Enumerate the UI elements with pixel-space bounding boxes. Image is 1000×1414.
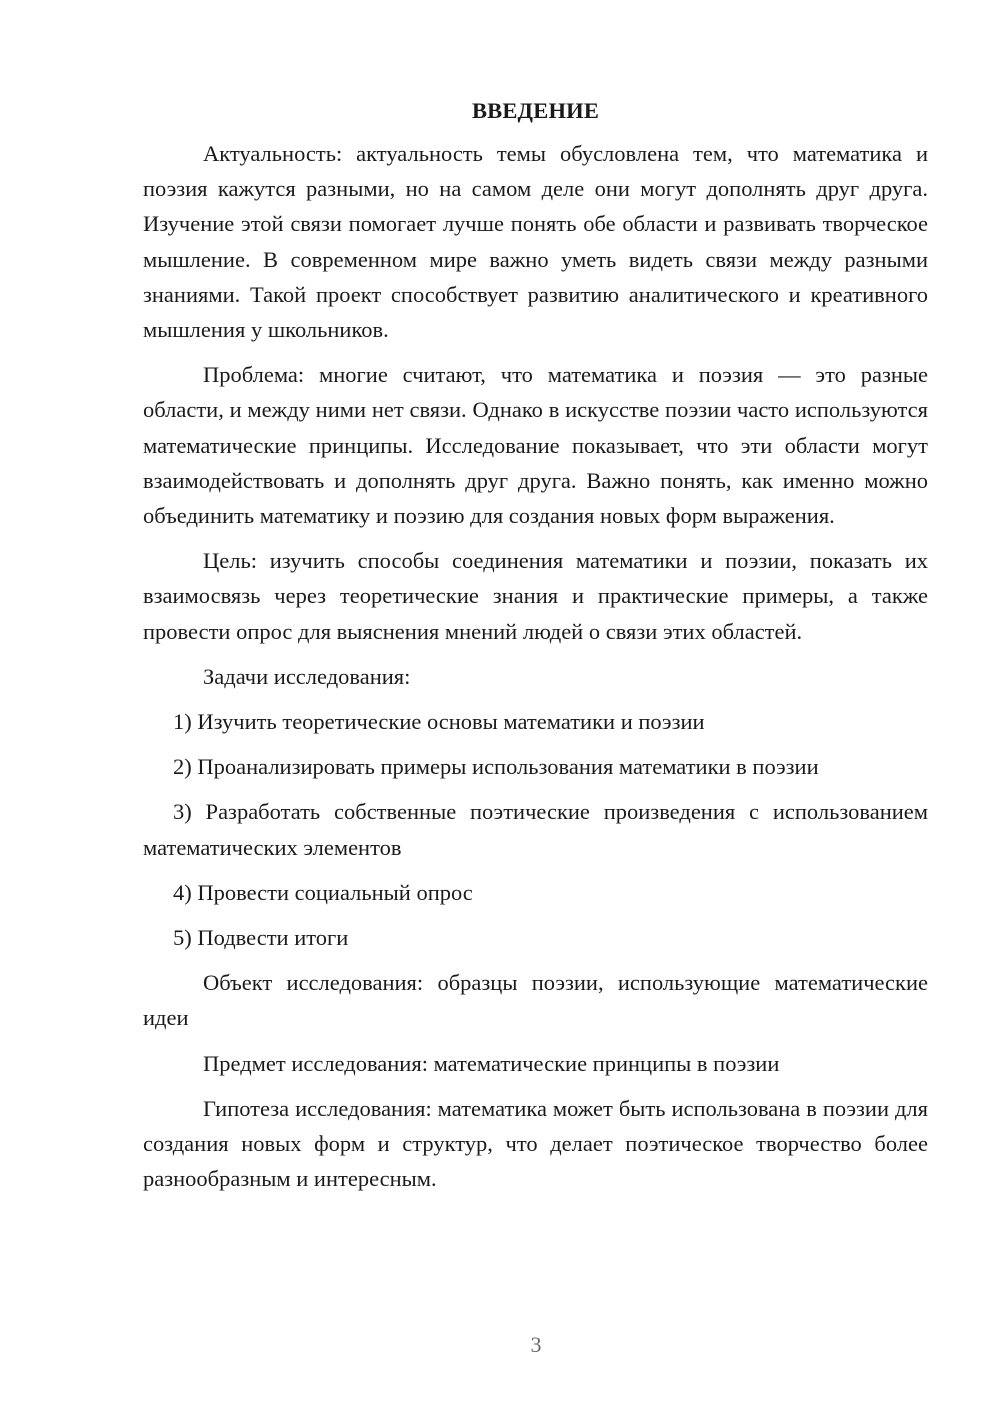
problem-paragraph: Проблема: многие считают, что математика и поэзия — это разные области, и между ними нет связи. Однако в искусстве поэзии часто используются математические принципы. Исследование показывает, что эти области могут взаимодействовать и дополнять друг друга. Важно понять, как именно можно объединить математику и поэзию для создания новых форм выражения. [143,362,928,529]
hypothesis-paragraph: Гипотеза исследования: математика может быть использована в поэзии для создания новых форм и структур, что делает поэтическое творчество более разнообразным и интересным. [143,1095,928,1192]
list-item: 1) Изучить теоретические основы математики и поэзии [173,709,705,735]
list-item: 5) Подвести итоги [173,925,349,951]
list-item: 2) Проанализировать примеры использования математики в поэзии [173,754,819,780]
subject-paragraph: Предмет исследования: математические принципы в поэзии [203,1050,780,1076]
relevance-paragraph: Актуальность: актуальность темы обусловлена тем, что математика и поэзия кажутся разными, но на самом деле они могут дополнять друг друга. Изучение этой связи помогает лучше понять обе области и развивать творческое мышление. В современном мире важно уметь видеть связи между разными знаниями. Такой проект способствует развитию аналитического и креативного мышления у школьников. [143,141,928,343]
tasks-heading: Задачи исследования: [203,663,411,689]
goal-paragraph: Цель: изучить способы соединения математики и поэзии, показать их взаимосвязь через теоретические знания и практические примеры, а также провести опрос для выяснения мнений людей о связи этих областей. [143,548,928,644]
object-paragraph: Объект исследования: образцы поэзии, использующие математические идеи [143,970,928,1031]
tasks-list [143,704,928,955]
list-item: 4) Провести социальный опрос [173,879,473,905]
section-title: ВВЕДЕНИЕ [471,98,600,123]
page-number: 3 [530,1332,542,1357]
list-item: 3) Разработать собственные поэтические произведения с использованием математических элементов [143,799,928,860]
document-body [143,96,928,1206]
